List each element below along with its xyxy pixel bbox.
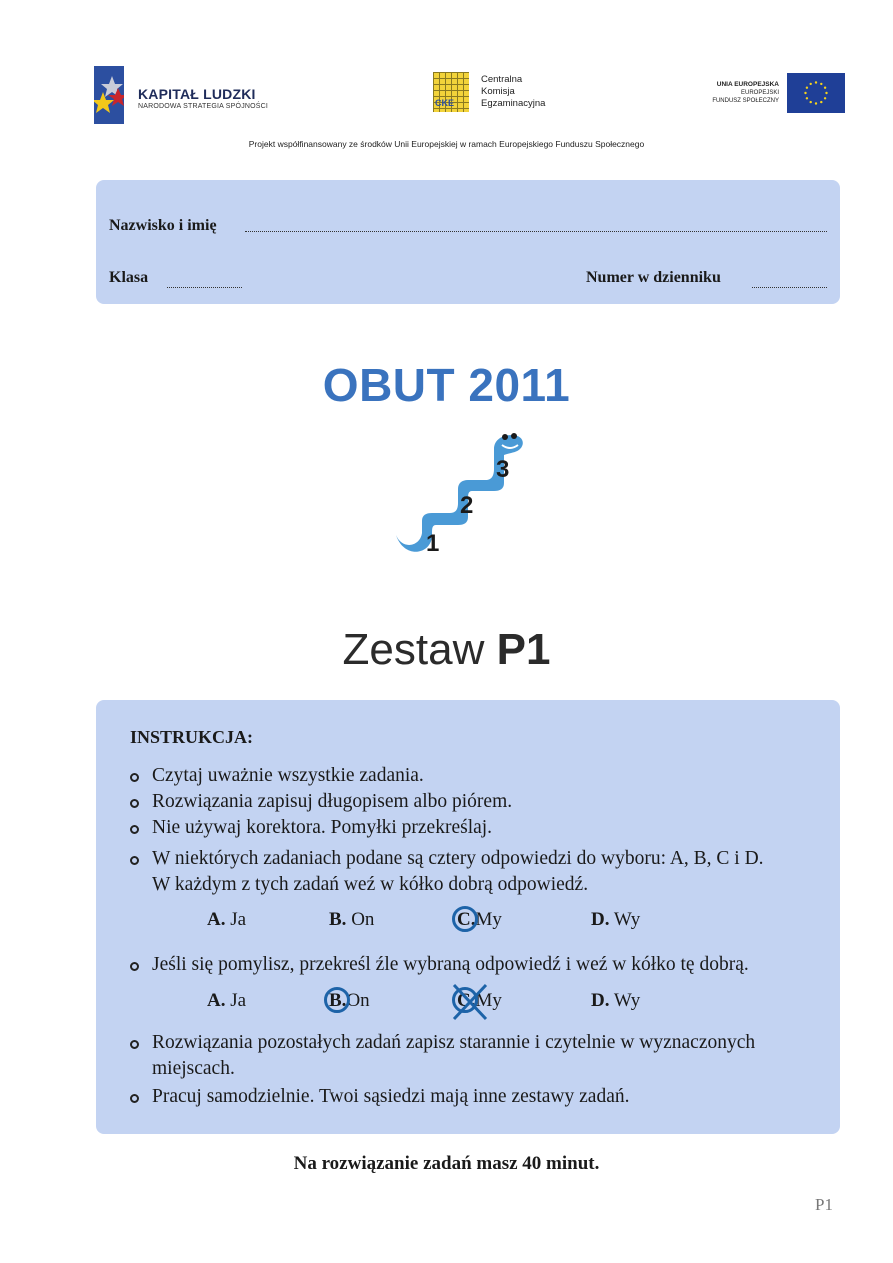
eu-line: EUROPEJSKI [740, 90, 779, 96]
option-a: A. Ja [207, 909, 247, 930]
bullet-icon [130, 825, 139, 834]
instruction-text: Nie używaj korektora. Pomyłki przekreślaj. [152, 817, 493, 838]
logo-subtitle: NARODOWA STRATEGIA SPÓJNOŚCI [138, 103, 269, 110]
eu-line: FUNDUSZ SPOŁECZNY [712, 98, 779, 104]
step-3: 3 [496, 456, 510, 483]
bullet-icon [130, 962, 139, 971]
kapital-ludzki-flag-icon [94, 66, 124, 124]
bullet-icon [130, 1040, 139, 1049]
name-field[interactable] [245, 231, 827, 232]
step-1: 1 [426, 530, 440, 555]
option-a: A. Ja [207, 990, 247, 1011]
cke-logo [433, 72, 573, 116]
instruction-text: Pracuj samodzielnie. Twoi sąsiedzi mają inne zestawy zadań. [152, 1086, 630, 1107]
option-b-circled: B.On [329, 990, 370, 1012]
register-number-label: Numer w dzienniku [586, 269, 721, 286]
class-label: Klasa [109, 269, 149, 286]
option-d: D. Wy [591, 909, 641, 930]
circle-mark-icon [324, 987, 350, 1013]
set-prefix: Zestaw [342, 625, 485, 674]
snake-icon [392, 425, 532, 555]
cke-mark: CKE [435, 98, 455, 108]
bullet-icon [130, 1094, 139, 1103]
class-field[interactable] [167, 287, 242, 288]
instruction-text: Rozwiązania pozostałych zadań zapisz starannie i czytelnie w wyznaczonych [152, 1032, 756, 1053]
kapital-ludzki-logo [94, 66, 284, 124]
name-label: Nazwisko i imię [109, 217, 217, 234]
set-title [0, 625, 893, 675]
exam-title: OBUT 2011 [322, 359, 571, 411]
instruction-text: W niektórych zadaniach podane są cztery odpowiedzi do wyboru: A, B, C i D. [152, 848, 764, 869]
eu-flag-icon [787, 73, 845, 113]
option-d: D. Wy [591, 990, 641, 1011]
instruction-text: miejscach. [152, 1058, 235, 1079]
eu-text [712, 81, 779, 105]
register-number-field[interactable] [752, 287, 827, 288]
instructions-heading: INSTRUKCJA: [130, 727, 254, 747]
time-limit-note: Na rozwiązanie zadań masz 40 minut. [293, 1153, 600, 1174]
bullet-icon [130, 856, 139, 865]
option-b: B. On [329, 909, 375, 930]
cofinancing-note: Projekt współfinansowany ze środków Unii Europejskiej w ramach Europejskiego Funduszu Społecznego [248, 139, 645, 149]
eu-line: UNIA EUROPEJSKA [716, 81, 779, 88]
instruction-text: Jeśli się pomylisz, przekreśl źle wybraną odpowiedź i weź w kółko tę dobrą. [152, 954, 749, 975]
cross-mark-icon [451, 982, 489, 1022]
instruction-text: Rozwiązania zapisuj długopisem albo piórem. [152, 791, 513, 812]
circle-mark-icon [452, 906, 478, 932]
cke-line: Egzaminacyjna [481, 98, 546, 109]
example-correct-answer [207, 909, 657, 935]
cke-line: Centralna [481, 74, 523, 85]
option-c-circled: C.My [457, 909, 502, 931]
set-code: P1 [496, 625, 551, 674]
instruction-text: W każdym z tych zadań weź w kółko dobrą odpowiedź. [152, 874, 589, 895]
instruction-text: Czytaj uważnie wszystkie zadania. [152, 765, 424, 786]
eu-logo [700, 73, 845, 115]
bullet-icon [130, 773, 139, 782]
step-2: 2 [460, 492, 474, 519]
option-c-crossed: C.My [457, 990, 502, 1012]
logo-title: KAPITAŁ LUDZKI [138, 86, 256, 102]
cke-line: Komisja [481, 86, 515, 97]
snake-stairs-logo [392, 425, 532, 555]
cke-name [481, 74, 545, 110]
student-info-panel [96, 180, 840, 304]
example-corrected-answer [207, 990, 657, 1016]
bullet-icon [130, 799, 139, 808]
page-number: P1 [815, 1195, 833, 1214]
